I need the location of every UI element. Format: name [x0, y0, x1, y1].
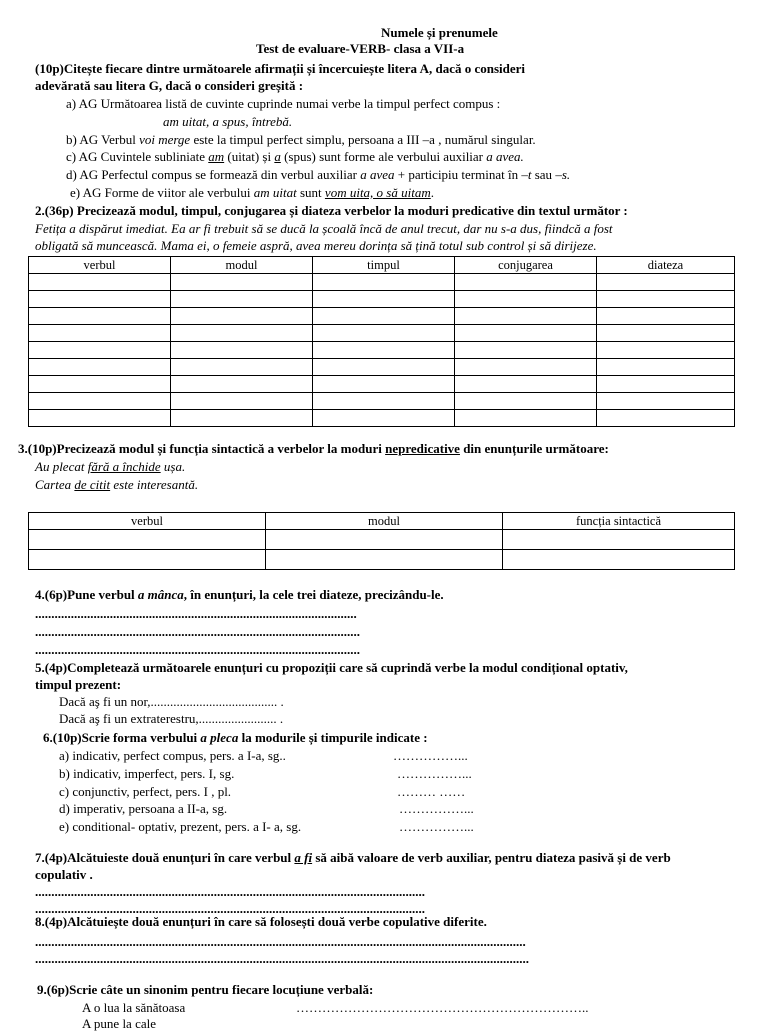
q3-table-header [29, 513, 735, 530]
q3-col-modul: modul [266, 513, 503, 530]
q1-item-d: d) AG Perfectul compus se formează din verbul auxiliar a avea + participiu terminat în –t sau –s. [66, 167, 571, 182]
q2-table-cell[interactable] [29, 376, 171, 393]
q2-col-modul: modul [171, 257, 313, 274]
q2-table-cell[interactable] [29, 393, 171, 410]
q6-item-d-blank[interactable]: ……………... [399, 801, 474, 816]
q8-heading: 8.(4p)Alcătuiește două enunțuri în care să folosești două verbe copulative diferite. [35, 914, 487, 929]
q2-table-cell[interactable] [29, 291, 171, 308]
q2-table-cell[interactable] [597, 393, 735, 410]
q7-heading-line2: copulativ . [35, 867, 93, 882]
q2-table-cell[interactable] [313, 308, 455, 325]
q2-table-cell[interactable] [313, 376, 455, 393]
q2-table-cell[interactable] [455, 393, 597, 410]
q4-answer-line-1[interactable]: ................................................................................................... [35, 606, 357, 621]
q6-item-c: c) conjunctiv, perfect, pers. I , pl. [59, 784, 232, 799]
q2-table-row [29, 359, 735, 376]
q2-col-diateza: diateza [597, 257, 735, 274]
q9-heading: 9.(6p)Scrie câte un sinonim pentru fiecare locuțiune verbală: [37, 982, 374, 997]
q2-table-cell[interactable] [29, 410, 171, 427]
q2-table-row [29, 342, 735, 359]
q1-heading-line2: adevărată sau litera G, dacă o consideri greșită : [35, 78, 304, 93]
q2-text-line1: Fetița a dispărut imediat. Ea ar fi trebuit să se ducă la școală încă de anul trecut, dar nu s-a dus, fiindcă a fost [35, 221, 613, 236]
q2-table-cell[interactable] [171, 274, 313, 291]
q2-table-cell[interactable] [171, 359, 313, 376]
q1-item-b: b) AG Verbul voi merge este la timpul perfect simplu, persoana a III –a , numărul singular. [66, 132, 536, 147]
q3-table-cell[interactable] [29, 530, 266, 550]
q2-col-conjugarea: conjugarea [455, 257, 597, 274]
q3-table-row [29, 550, 735, 570]
q2-table-cell[interactable] [597, 410, 735, 427]
q2-text-line2: obligată să muncească. Mama ei, o femeie aspră, avea mereu dorința să țină totul sub control și să dirijeze. [35, 238, 597, 253]
q2-table-cell[interactable] [313, 291, 455, 308]
q2-table-cell[interactable] [171, 291, 313, 308]
q2-table-cell[interactable] [171, 342, 313, 359]
q1-item-e: e) AG Forme de viitor ale verbului am uitat sunt vom uita, o să uitam. [70, 185, 434, 200]
q2-table-cell[interactable] [455, 325, 597, 342]
q1-item-a: a) AG Următoarea listă de cuvinte cuprinde numai verbe la timpul perfect compus : [66, 96, 501, 111]
q7-answer-line-1[interactable]: ........................................................................................................................ [35, 884, 425, 899]
q3-col-functia: funcția sintactică [503, 513, 735, 530]
q6-item-a: a) indicativ, perfect compus, pers. a I-a, sg.. [59, 748, 286, 763]
q2-col-timpul: timpul [313, 257, 455, 274]
q9-item-1-blank[interactable]: ………………………………………………………….. [296, 1000, 589, 1015]
q2-table-row [29, 376, 735, 393]
q2-col-verbul: verbul [29, 257, 171, 274]
name-line: Numele și prenumele [381, 25, 498, 40]
q2-table-cell[interactable] [597, 274, 735, 291]
q4-heading: 4.(6p)Pune verbul a mânca, în enunțuri, la cele trei diateze, precizându-le. [35, 587, 444, 602]
q2-table-cell[interactable] [171, 410, 313, 427]
q2-table-row [29, 393, 735, 410]
q3-col-verbul: verbul [29, 513, 266, 530]
q6-item-c-blank[interactable]: ……… …… [397, 784, 466, 799]
q3-table-cell[interactable] [503, 550, 735, 570]
q2-table-header [29, 257, 735, 274]
test-title: Test de evaluare-VERB- clasa a VII-a [256, 41, 465, 56]
q2-heading: 2.(36p) Precizează modul, timpul, conjugarea și diateza verbelor la moduri predicative din textul următor : [35, 203, 628, 218]
q3-table-cell[interactable] [266, 530, 503, 550]
q6-heading: 6.(10p)Scrie forma verbului a pleca la modurile și timpurile indicate : [43, 730, 428, 745]
q3-heading: 3.(10p)Precizează modul și funcția sintactică a verbelor la moduri nepredicative din enunțurile următoare: [18, 441, 609, 456]
q2-table-cell[interactable] [455, 376, 597, 393]
q2-table-cell[interactable] [597, 325, 735, 342]
q2-table-row [29, 291, 735, 308]
q2-table-cell[interactable] [597, 359, 735, 376]
q1-item-a-example: am uitat, a spus, întrebă. [163, 114, 293, 129]
q2-table-cell[interactable] [29, 325, 171, 342]
q1-item-c: c) AG Cuvintele subliniate am (uitat) și a (spus) sunt forme ale verbului auxiliar a avea. [66, 149, 524, 164]
q3-table-cell[interactable] [29, 550, 266, 570]
q2-table-row [29, 308, 735, 325]
q5-heading-line1: 5.(4p)Completează următoarele enunțuri cu propoziții care să cuprindă verbe la modul condițional optativ, [35, 660, 628, 675]
q6-item-d: d) imperativ, persoana a II-a, sg. [59, 801, 228, 816]
q4-answer-line-2[interactable]: .................................................................................................... [35, 624, 360, 639]
q6-item-a-blank[interactable]: ……………... [393, 748, 468, 763]
q2-table-cell[interactable] [171, 393, 313, 410]
q2-table-cell[interactable] [313, 342, 455, 359]
q2-table-cell[interactable] [29, 342, 171, 359]
q2-table-cell[interactable] [171, 308, 313, 325]
q6-item-e: e) conditional- optativ, prezent, pers. a I- a, sg. [59, 819, 302, 834]
q3-sentence-1: Au plecat fără a închide ușa. [35, 459, 186, 474]
q2-table [28, 256, 735, 427]
q6-item-b-blank[interactable]: ……………... [397, 766, 472, 781]
q2-table-cell[interactable] [313, 410, 455, 427]
q8-answer-line-2[interactable]: ........................................................................................................................................................ [35, 951, 529, 966]
q2-table-cell[interactable] [171, 325, 313, 342]
q2-table-cell[interactable] [313, 393, 455, 410]
q6-item-b: b) indicativ, imperfect, pers. I, sg. [59, 766, 235, 781]
q2-table-cell[interactable] [455, 274, 597, 291]
q2-table-cell[interactable] [313, 325, 455, 342]
q2-table-cell[interactable] [455, 342, 597, 359]
q1-heading-line1: (10p)Citește fiecare dintre următoarele afirmații și încercuiește litera A, dacă o consideri [35, 61, 526, 76]
q2-table-cell[interactable] [455, 410, 597, 427]
q2-table-row [29, 410, 735, 427]
q2-table-cell[interactable] [29, 274, 171, 291]
q2-table-cell[interactable] [597, 342, 735, 359]
q3-table-row [29, 530, 735, 550]
q8-answer-line-1[interactable]: ....................................................................................................................................................... [35, 934, 526, 949]
q2-table-cell[interactable] [29, 359, 171, 376]
q2-table-cell[interactable] [597, 291, 735, 308]
q3-table-cell[interactable] [503, 530, 735, 550]
q2-table-cell[interactable] [597, 308, 735, 325]
q3-table-cell[interactable] [266, 550, 503, 570]
q7-answer-line-2[interactable]: ........................................................................................................................ [35, 901, 425, 916]
q2-table-cell[interactable] [313, 274, 455, 291]
q2-table-cell[interactable] [455, 291, 597, 308]
q5-heading-line2: timpul prezent: [35, 677, 122, 692]
q7-heading-line1: 7.(4p)Alcătuieste două enunțuri în care verbul a fi să aibă valoare de verb auxiliar, pentru diateza pasivă și de verb [35, 850, 671, 865]
q2-table-row [29, 325, 735, 342]
q5-sentence-2: Dacă aş fi un extraterestru,........................ . [59, 711, 284, 726]
q3-sentence-2: Cartea de citit este interesantă. [35, 477, 199, 492]
q2-table-cell[interactable] [455, 359, 597, 376]
q2-table-cell[interactable] [597, 376, 735, 393]
q2-table-cell[interactable] [455, 308, 597, 325]
q9-item-2: A pune la cale [82, 1016, 156, 1031]
q9-item-1: A o lua la sănătoasa [82, 1000, 186, 1015]
q2-table-cell[interactable] [171, 376, 313, 393]
q5-sentence-1: Dacă aş fi un nor,....................................... . [59, 694, 284, 709]
q6-item-e-blank[interactable]: ……………... [399, 819, 474, 834]
q3-table [28, 512, 735, 570]
q2-table-cell[interactable] [29, 308, 171, 325]
q2-table-cell[interactable] [313, 359, 455, 376]
q4-answer-line-3[interactable]: .................................................................................................... [35, 642, 360, 657]
q2-table-row [29, 274, 735, 291]
